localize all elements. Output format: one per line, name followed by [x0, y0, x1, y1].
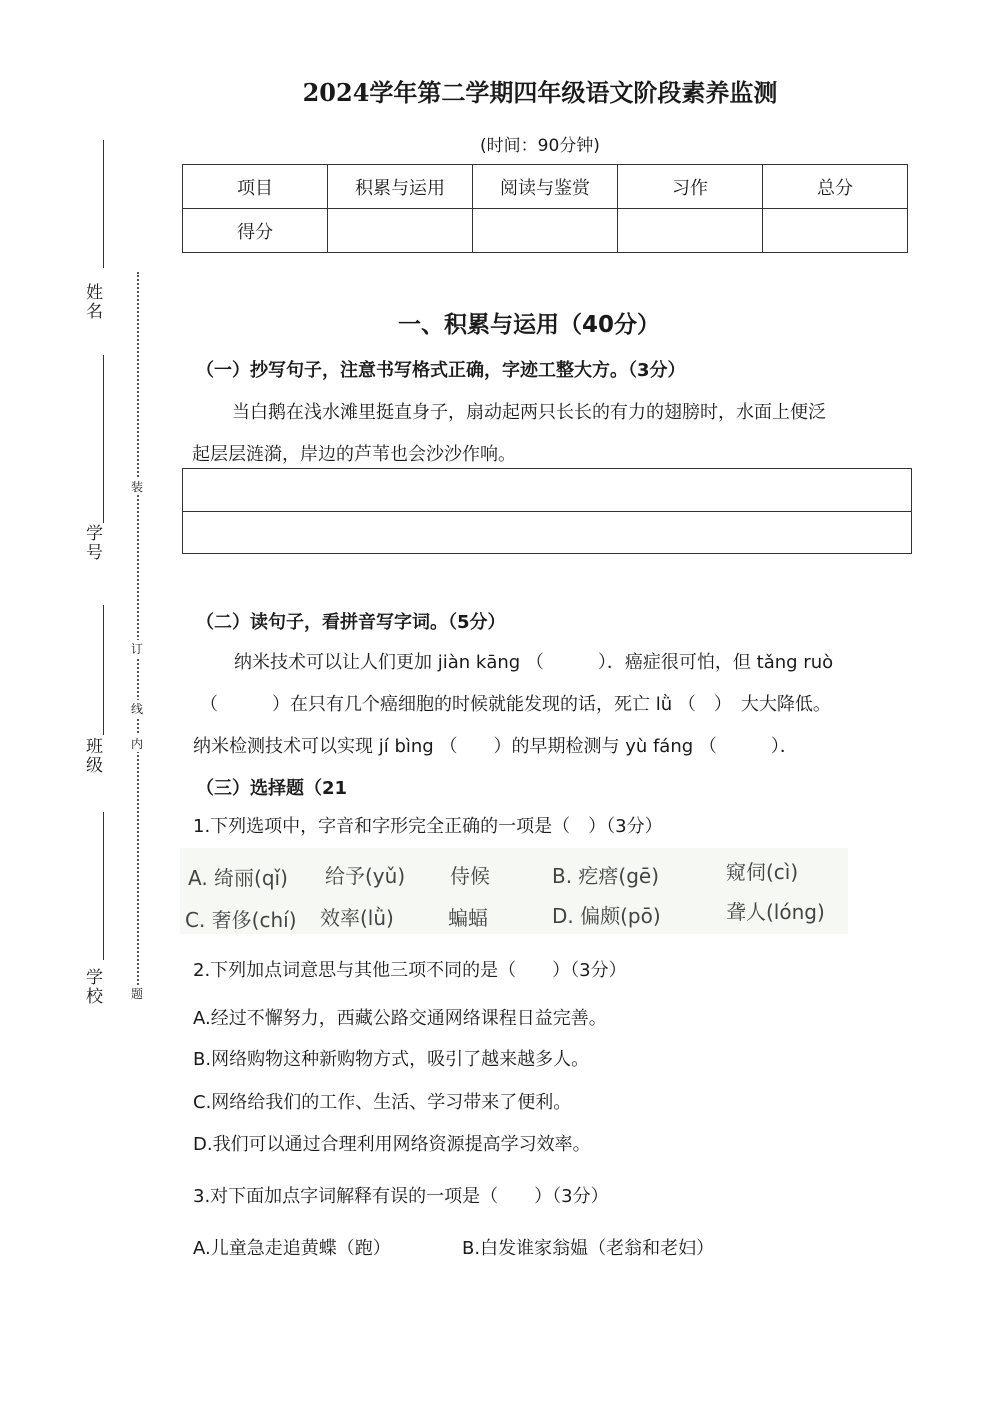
score-cell-total[interactable] [763, 209, 908, 253]
binding-mark: 装 [128, 478, 146, 495]
question-1-heading: （一）抄写句子，注意书写格式正确，字迹工整大方。（3分） [196, 360, 686, 381]
binding-mark: 题 [128, 985, 146, 1002]
choice-2-option[interactable]: C.网络给我们的工作、生活、学习带来了便利。 [193, 1092, 572, 1113]
copy-writing-box[interactable] [182, 468, 912, 554]
binding-mark: 内 [128, 735, 146, 752]
score-header-cell: 项目 [183, 165, 328, 209]
choice-3-option[interactable]: A.儿童急走追黄蝶（跑） [193, 1238, 391, 1259]
pinyin-prompt: jiàn kāng [437, 652, 521, 673]
student-id-line [103, 605, 104, 735]
school-label: 学校 [82, 968, 102, 1006]
score-cell-accumulation[interactable] [328, 209, 473, 253]
score-header-cell: 总分 [763, 165, 908, 209]
choice-1-option[interactable]: D. 偏颇(pō) [552, 904, 661, 928]
choice-1-word: 窥伺(cì) [726, 860, 799, 884]
class-line [103, 812, 104, 960]
sentence-text: 纳米检测技术可以实现 [193, 736, 373, 757]
score-table [182, 164, 908, 253]
class-label: 班级 [82, 737, 102, 775]
question-3-heading: （三）选择题（21 [196, 778, 348, 799]
exam-time: (时间：90分钟) [480, 136, 600, 156]
copy-box-divider [183, 511, 911, 512]
choice-1-word: 效率(lǜ) [320, 906, 394, 930]
score-cell-writing[interactable] [618, 209, 763, 253]
pinyin-prompt: lǜ [655, 694, 673, 715]
sentence-text: 纳米技术可以让人们更加 [234, 652, 432, 673]
choice-1-option[interactable]: B. 疙瘩(gē) [552, 864, 660, 888]
binding-mark: 线 [128, 700, 146, 717]
choice-2-option[interactable]: A.经过不懈努力，西藏公路交通网络课程日益完善。 [193, 1008, 607, 1029]
copy-sentence-line-1: 当白鹅在浅水滩里挺直身子，扇动起两只长长的有力的翅膀时，水面上便泛 [232, 402, 826, 423]
choice-3-stem: 3.对下面加点字词解释有误的一项是（ ）（3分） [193, 1186, 609, 1207]
answer-blank[interactable]: （ ） 大大降低。 [677, 694, 831, 715]
question-2-heading: （二）读句子，看拼音写字词。（5分） [196, 612, 506, 633]
binding-mark: 订 [128, 640, 146, 657]
name-line [103, 140, 104, 268]
pinyin-line-3 [193, 732, 798, 758]
choice-2-option[interactable]: D.我们可以通过合理利用网络资源提高学习效率。 [193, 1134, 591, 1155]
choice-1-word: 侍候 [450, 864, 490, 888]
answer-blank[interactable]: （ ）的早期检测与 [439, 736, 620, 757]
choice-3-option[interactable]: B.白发谁家翁媪（老翁和老妇） [462, 1238, 715, 1259]
page-title: 2024学年第二学期四年级语文阶段素养监测 [302, 78, 778, 107]
choice-2-option[interactable]: B.网络购物这种新购物方式，吸引了越来越多人。 [193, 1049, 590, 1070]
choice-1-word: 蝙蝠 [448, 906, 488, 930]
name-label: 姓名 [82, 283, 102, 321]
answer-blank[interactable]: （ ）．癌症很可怕，但 [525, 652, 751, 673]
score-cell-reading[interactable] [473, 209, 618, 253]
score-row-label: 得分 [183, 209, 328, 253]
choice-1-word: 给予(yǔ) [325, 864, 406, 888]
pinyin-line-2 [200, 690, 831, 716]
choice-1-option[interactable]: C. 奢侈(chí) [185, 908, 297, 932]
score-header-cell: 阅读与鉴赏 [473, 165, 618, 209]
copy-sentence-line-2: 起层层涟漪，岸边的芦苇也会沙沙作响。 [192, 444, 516, 465]
student-id-label: 学号 [82, 524, 102, 562]
choice-1-option[interactable]: A. 绮丽(qǐ) [188, 866, 288, 890]
pinyin-line-1 [234, 648, 833, 674]
pinyin-prompt: jí bìng [378, 736, 434, 757]
pinyin-prompt: tǎng ruò [756, 652, 834, 673]
answer-blank[interactable]: （ ）在只有几个癌细胞的时候就能发现的话，死亡 [200, 694, 650, 715]
score-header-cell: 习作 [618, 165, 763, 209]
pinyin-prompt: yù fáng [625, 736, 694, 757]
binding-dotted-line [137, 272, 139, 1000]
choice-1-stem: 1.下列选项中，字音和字形完全正确的一项是（ ）（3分） [193, 816, 663, 837]
score-header-cell: 积累与运用 [328, 165, 473, 209]
answer-blank[interactable]: （ ）． [698, 736, 798, 757]
name-line-2 [103, 355, 104, 523]
score-table-header-row [183, 165, 908, 209]
choice-1-word: 聋人(lóng) [726, 900, 825, 924]
choice-2-stem: 2.下列加点词意思与其他三项不同的是（ ）（3分） [193, 960, 627, 981]
section-title: 一、积累与运用（40分） [398, 312, 661, 338]
score-table-row [183, 209, 908, 253]
